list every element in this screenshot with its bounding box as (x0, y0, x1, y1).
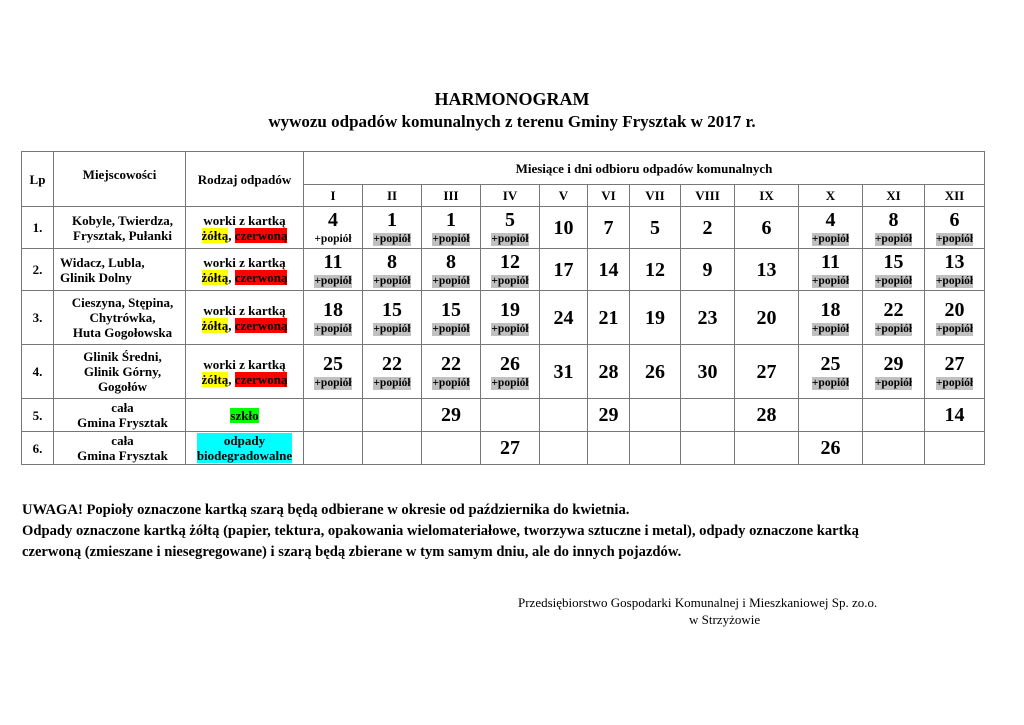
waste-bags-label: worki z kartką (203, 212, 286, 228)
day-cell (681, 207, 735, 249)
row-places (54, 291, 186, 345)
month-header: II (363, 185, 422, 207)
header-months-title: Miesiące i dni odbioru odpadów komunalnych (304, 152, 985, 185)
pickup-day: 26 (645, 360, 665, 383)
pickup-day: 26 (500, 352, 520, 375)
place-line: cała (111, 433, 134, 448)
ash-tag: +popiół (314, 322, 352, 335)
pickup-day: 6 (949, 208, 960, 231)
day-cell (925, 249, 985, 291)
note-line: UWAGA! Popioły oznaczone kartką szarą będą odbierane w okresie od października do kwietnia. (22, 502, 630, 518)
separator: , (228, 227, 235, 243)
day-cell (863, 249, 925, 291)
separator: , (228, 317, 235, 333)
row-places (54, 432, 186, 465)
waste-type (186, 345, 304, 399)
day-cell (799, 291, 863, 345)
pickup-day: 27 (500, 437, 520, 459)
ash-tag: +popiół (491, 232, 529, 245)
ash-tag: +popiół (874, 274, 913, 287)
day-cell (481, 345, 540, 399)
place-line: Cieszyna, Stępina, (71, 295, 174, 310)
pickup-day: 22 (883, 298, 904, 321)
biowaste-line: odpady (223, 433, 266, 448)
pickup-day: 28 (756, 404, 777, 426)
document-subtitle: wywozu odpadów komunalnych z terenu Gminy Frysztak w 2017 r. (268, 112, 756, 131)
row-places (54, 399, 186, 432)
place-line: Glinik Średni, (83, 349, 162, 364)
ash-tag: +popiół (811, 376, 850, 389)
ash-tag: +popiół (935, 232, 974, 245)
ash-tag: +popiół (373, 322, 411, 335)
separator: , (228, 269, 235, 285)
day-cell (863, 432, 925, 465)
table-row (22, 249, 985, 291)
day-cell (925, 345, 985, 399)
place-line: Frysztak, Pułanki (73, 227, 172, 243)
ash-tag: +popiół (874, 322, 913, 335)
pickup-day: 29 (441, 404, 461, 426)
day-cell (363, 399, 422, 432)
waste-bags-label: worki z kartką (203, 254, 286, 270)
ash-tag: +popiół (373, 274, 411, 287)
pickup-day: 20 (756, 306, 777, 329)
pickup-day: 21 (598, 306, 619, 329)
ash-tag: +popiół (935, 274, 974, 287)
day-cell (681, 291, 735, 345)
day-cell (363, 345, 422, 399)
pickup-day: 4 (328, 208, 338, 231)
day-cell (863, 207, 925, 249)
pickup-day: 31 (553, 360, 574, 383)
waste-type (186, 291, 304, 345)
schedule-table (21, 151, 985, 465)
pickup-day: 2 (702, 216, 713, 239)
day-cell (630, 345, 681, 399)
waste-bags-label: worki z kartką (203, 302, 286, 318)
waste-type (186, 432, 304, 465)
day-cell (588, 207, 630, 249)
pickup-day: 19 (645, 306, 665, 329)
row-number: 6. (22, 432, 54, 465)
ash-tag: +popiół (491, 376, 529, 389)
pickup-day: 14 (944, 404, 965, 426)
yellow-card-label: żółtą (201, 371, 229, 387)
day-cell (681, 432, 735, 465)
day-cell (481, 249, 540, 291)
pickup-day: 19 (500, 298, 520, 321)
day-cell (799, 207, 863, 249)
waste-type (186, 399, 304, 432)
place-line: Kobyle, Twierdza, (72, 212, 173, 228)
day-cell (863, 345, 925, 399)
pickup-day: 15 (441, 298, 461, 321)
ash-tag: +popiół (874, 232, 913, 245)
place-line: Chytrówka, (89, 310, 156, 325)
pickup-day: 25 (323, 352, 343, 375)
pickup-day: 28 (598, 360, 619, 383)
pickup-day: 11 (821, 250, 840, 273)
pickup-day: 13 (756, 258, 777, 281)
pickup-day: 27 (756, 360, 777, 383)
pickup-day: 13 (944, 250, 965, 273)
red-card-label: czerwoną (234, 371, 288, 387)
month-header: IV (481, 185, 540, 207)
pickup-day: 17 (553, 258, 574, 281)
note-line: czerwoną (zmieszane i niesegregowane) i szarą będą zbierane w tym samym dniu, ale do innych pojazdów. (22, 544, 682, 560)
pickup-day: 8 (888, 208, 899, 231)
ash-tag: +popiół (935, 322, 974, 335)
table-row (22, 207, 985, 249)
row-places (54, 207, 186, 249)
pickup-day: 10 (553, 216, 574, 239)
ash-tag: +popiół (432, 274, 470, 287)
month-header: XII (925, 185, 985, 207)
day-cell (630, 432, 681, 465)
day-cell (588, 345, 630, 399)
day-cell (588, 432, 630, 465)
day-cell (540, 291, 588, 345)
pickup-day: 8 (387, 250, 397, 273)
schedule-rows (22, 207, 985, 465)
row-number: 1. (22, 207, 54, 249)
red-card-label: czerwoną (234, 317, 288, 333)
pickup-day: 9 (702, 258, 713, 281)
row-number: 2. (22, 249, 54, 291)
pickup-day: 22 (382, 352, 402, 375)
place-line: Widacz, Lubla, (60, 254, 145, 270)
day-cell (735, 207, 799, 249)
ash-tag: +popiół (811, 322, 850, 335)
day-cell (363, 432, 422, 465)
ash-tag: +popiół (373, 376, 411, 389)
month-header: VIII (681, 185, 735, 207)
day-cell (588, 399, 630, 432)
day-cell (588, 249, 630, 291)
pickup-day: 25 (820, 352, 841, 375)
day-cell (799, 432, 863, 465)
day-cell (735, 399, 799, 432)
day-cell (681, 249, 735, 291)
pickup-day: 8 (446, 250, 456, 273)
table-row (22, 399, 985, 432)
pickup-day: 27 (944, 352, 965, 375)
yellow-card-label: żółtą (201, 227, 229, 243)
biowaste-label (197, 433, 292, 463)
ash-tag: +popiół (432, 322, 470, 335)
yellow-card-label: żółtą (201, 269, 229, 285)
pickup-day: 26 (820, 437, 841, 459)
pickup-day: 12 (500, 250, 520, 273)
day-cell (630, 399, 681, 432)
header-places: Miejscowości (54, 152, 186, 207)
day-cell (735, 432, 799, 465)
pickup-day: 6 (761, 216, 772, 239)
day-cell (422, 207, 481, 249)
month-header: I (304, 185, 363, 207)
month-header: VII (630, 185, 681, 207)
day-cell (863, 291, 925, 345)
day-cell (735, 345, 799, 399)
pickup-day: 15 (883, 250, 904, 273)
ash-tag: +popiół (491, 322, 529, 335)
note-line: Odpady oznaczone kartką żółtą (papier, tektura, opakowania wielomateriałowe, tworzywa sztuczne i metal), odpady oznaczone kartką (22, 523, 859, 539)
day-cell (540, 207, 588, 249)
day-cell (540, 399, 588, 432)
pickup-day: 14 (598, 258, 619, 281)
yellow-card-label: żółtą (201, 317, 229, 333)
pickup-day: 7 (603, 216, 614, 239)
day-cell (925, 399, 985, 432)
day-cell (799, 399, 863, 432)
row-places (54, 249, 186, 291)
pickup-day: 5 (505, 208, 515, 231)
ash-tag: +popiół (935, 376, 974, 389)
day-cell (799, 345, 863, 399)
separator: , (228, 371, 235, 387)
day-cell (925, 432, 985, 465)
header-waste-type: Rodzaj odpadów (186, 152, 304, 207)
day-cell (304, 345, 363, 399)
table-row (22, 432, 985, 465)
pickup-day: 1 (446, 208, 456, 231)
month-header: V (540, 185, 588, 207)
day-cell (481, 399, 540, 432)
ash-tag: +popiół (874, 376, 913, 389)
pickup-day: 29 (883, 352, 904, 375)
signature-city: w Strzyżowie (689, 612, 761, 627)
month-header: IX (735, 185, 799, 207)
day-cell (630, 249, 681, 291)
pickup-day: 23 (697, 306, 718, 329)
place-line: cała (111, 400, 134, 415)
place-line: Gogołów (97, 379, 148, 394)
day-cell (681, 399, 735, 432)
day-cell (363, 249, 422, 291)
ash-tag: +popiół (314, 232, 352, 245)
day-cell (363, 291, 422, 345)
pickup-day: 18 (323, 298, 343, 321)
table-row (22, 291, 985, 345)
day-cell (588, 291, 630, 345)
day-cell (630, 207, 681, 249)
pickup-day: 30 (697, 360, 718, 383)
day-cell (422, 249, 481, 291)
pickup-day: 15 (382, 298, 402, 321)
day-cell (363, 207, 422, 249)
pickup-day: 18 (820, 298, 841, 321)
ash-tag: +popiół (811, 274, 850, 287)
signature-block (518, 594, 877, 628)
red-card-label: czerwoną (234, 269, 288, 285)
month-header: X (799, 185, 863, 207)
pickup-day: 12 (645, 258, 665, 281)
day-cell (304, 207, 363, 249)
waste-bags-label: worki z kartką (203, 356, 286, 372)
place-line: Gmina Frysztak (77, 415, 168, 430)
day-cell (304, 399, 363, 432)
day-cell (481, 291, 540, 345)
pickup-day: 5 (650, 216, 660, 239)
ash-tag: +popiół (432, 232, 470, 245)
pickup-day: 22 (441, 352, 461, 375)
day-cell (422, 291, 481, 345)
day-cell (925, 207, 985, 249)
red-card-label: czerwoną (234, 227, 288, 243)
day-cell (863, 399, 925, 432)
ash-tag: +popiół (314, 376, 352, 389)
day-cell (681, 345, 735, 399)
ash-tag: +popiół (373, 232, 411, 245)
day-cell (630, 291, 681, 345)
day-cell (481, 432, 540, 465)
day-cell (481, 207, 540, 249)
place-line: Huta Gogołowska (72, 325, 173, 340)
day-cell (304, 432, 363, 465)
pickup-day: 11 (323, 250, 343, 273)
month-header: XI (863, 185, 925, 207)
biowaste-line: biodegradowalne (196, 448, 293, 463)
row-places (54, 345, 186, 399)
day-cell (735, 249, 799, 291)
ash-tag: +popiół (314, 274, 352, 287)
signature-company: Przedsiębiorstwo Gospodarki Komunalnej i Mieszkaniowej Sp. zo.o. (518, 595, 878, 610)
place-line: Glinik Górny, (83, 364, 162, 379)
day-cell (799, 249, 863, 291)
day-cell (925, 291, 985, 345)
month-header: III (422, 185, 481, 207)
pickup-day: 20 (944, 298, 965, 321)
day-cell (422, 399, 481, 432)
row-number: 5. (22, 399, 54, 432)
day-cell (304, 249, 363, 291)
day-cell (540, 249, 588, 291)
ash-tag: +popiół (432, 376, 470, 389)
day-cell (735, 291, 799, 345)
note-block (22, 500, 1012, 563)
row-number: 4. (22, 345, 54, 399)
pickup-day: 24 (553, 306, 574, 329)
pickup-day: 4 (825, 208, 836, 231)
day-cell (422, 432, 481, 465)
day-cell (540, 432, 588, 465)
place-line: Glinik Dolny (60, 269, 132, 285)
day-cell (422, 345, 481, 399)
row-number: 3. (22, 291, 54, 345)
waste-type (186, 249, 304, 291)
glass-label: szkło (230, 407, 259, 423)
ash-tag: +popiół (491, 274, 529, 287)
day-cell (540, 345, 588, 399)
month-header: VI (588, 185, 630, 207)
ash-tag: +popiół (811, 232, 850, 245)
pickup-day: 29 (598, 404, 619, 426)
document-title: HARMONOGRAM (434, 89, 590, 109)
place-line: Gmina Frysztak (77, 448, 168, 463)
waste-type (186, 207, 304, 249)
header-lp: Lp (22, 152, 54, 207)
table-row (22, 345, 985, 399)
day-cell (304, 291, 363, 345)
pickup-day: 1 (387, 208, 397, 231)
